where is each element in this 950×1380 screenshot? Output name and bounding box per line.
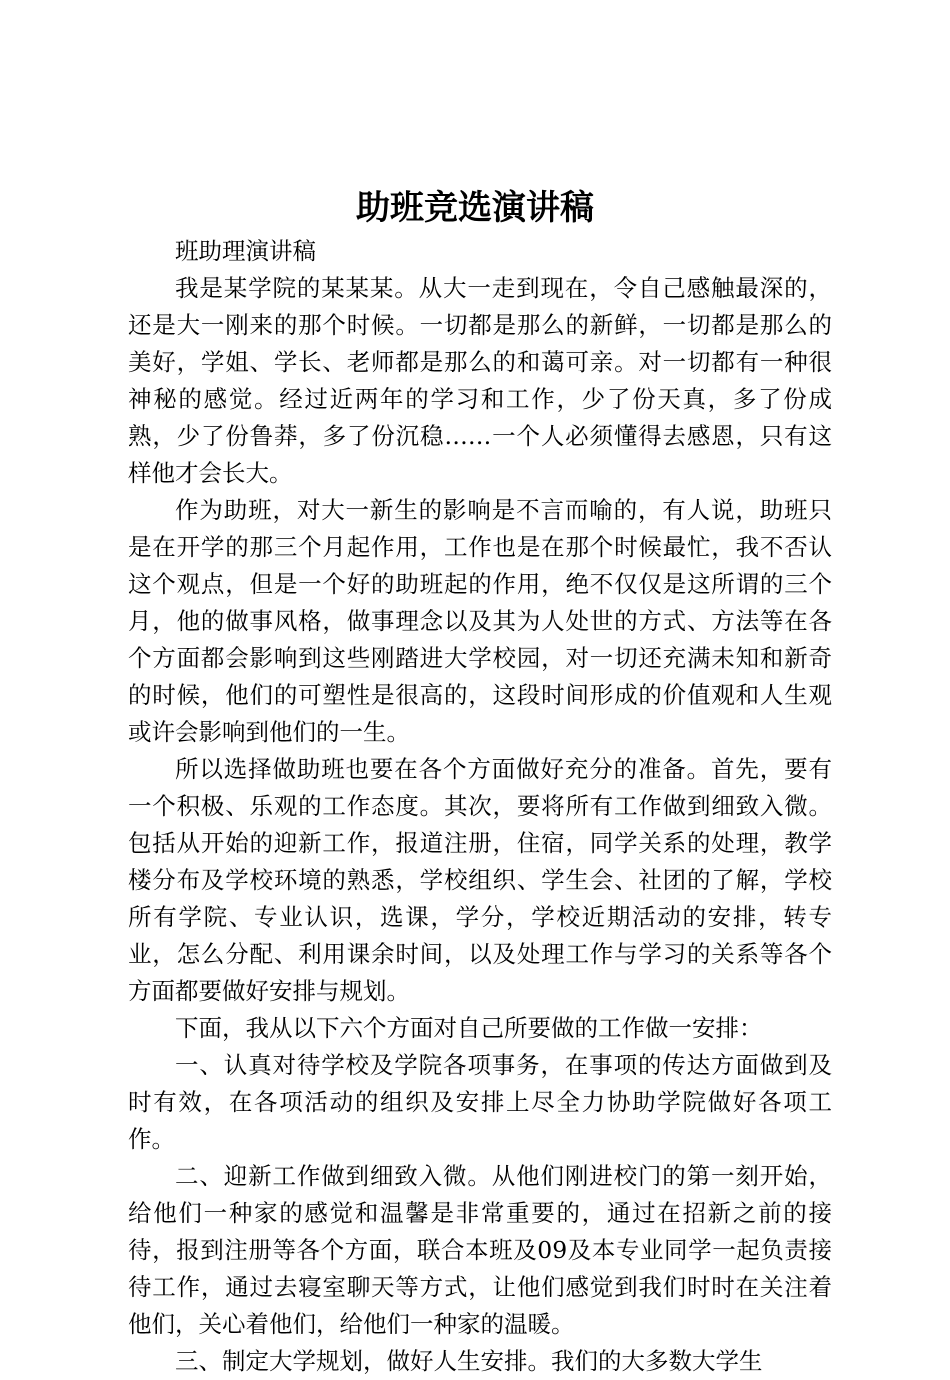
paragraph: 所以选择做助班也要在各个方面做好充分的准备。首先，要有一个积极、乐观的工作态度。其次，要将所有工作做到细致入微。包括从开始的迎新工作，报道注册，住宿，同学关系的处理，教学楼分布及学校环境的熟悉，学校组织、学生会、社团的了解，学校所有学院、专业认识，选课，学分，学校近期活动的安排，转专业，怎么分配、利用课余时间，以及处理工作与学习的关系等各个方面都要做好安排与规划。: [128, 755, 832, 1005]
document-title: 助班竞选演讲稿: [356, 188, 594, 228]
paragraph: 下面，我从以下六个方面对自己所要做的工作做一安排：: [175, 1014, 763, 1042]
paragraph: 二、迎新工作做到细致入微。从他们刚进校门的第一刻开始，给他们一种家的感觉和温馨是非常重要的，通过在招新之前的接待，报到注册等各个方面，联合本班及09及本专业同学一起负责接待工作，通过去寝室聊天等方式，让他们感觉到我们时时在关注着他们，关心着他们，给他们一种家的温暖。: [128, 1162, 832, 1338]
document-body: [128, 233, 832, 1380]
paragraph: 作为助班，对大一新生的影响是不言而喻的，有人说，助班只是在开学的那三个月起作用，工作也是在那个时候最忙，我不否认这个观点，但是一个好的助班起的作用，绝不仅仅是这所谓的三个月，他的做事风格，做事理念以及其为人处世的方式、方法等在各个方面都会影响到这些刚踏进大学校园，对一切还充满未知和新奇的时候，他们的可塑性是很高的，这段时间形成的价值观和人生观或许会影响到他们的一生。: [128, 496, 832, 746]
paragraph: 一、认真对待学校及学院各项事务，在事项的传达方面做到及时有效，在各项活动的组织及安排上尽全力协助学院做好各项工作。: [128, 1051, 832, 1153]
paragraph: 我是某学院的某某某。从大一走到现在，令自己感触最深的，还是大一刚来的那个时候。一切都是那么的新鲜，一切都是那么的美好，学姐、学长、老师都是那么的和蔼可亲。对一切都有一种很神秘的感觉。经过近两年的学习和工作，少了份天真，多了份成熟，少了份鲁莽，多了份沉稳……一个人必须懂得去感恩，只有这样他才会长大。: [128, 274, 832, 487]
paragraph-subtitle: 班助理演讲稿: [175, 237, 316, 265]
paragraph: 三、制定大学规划，做好人生安排。我们的大多数大学生: [175, 1347, 763, 1375]
